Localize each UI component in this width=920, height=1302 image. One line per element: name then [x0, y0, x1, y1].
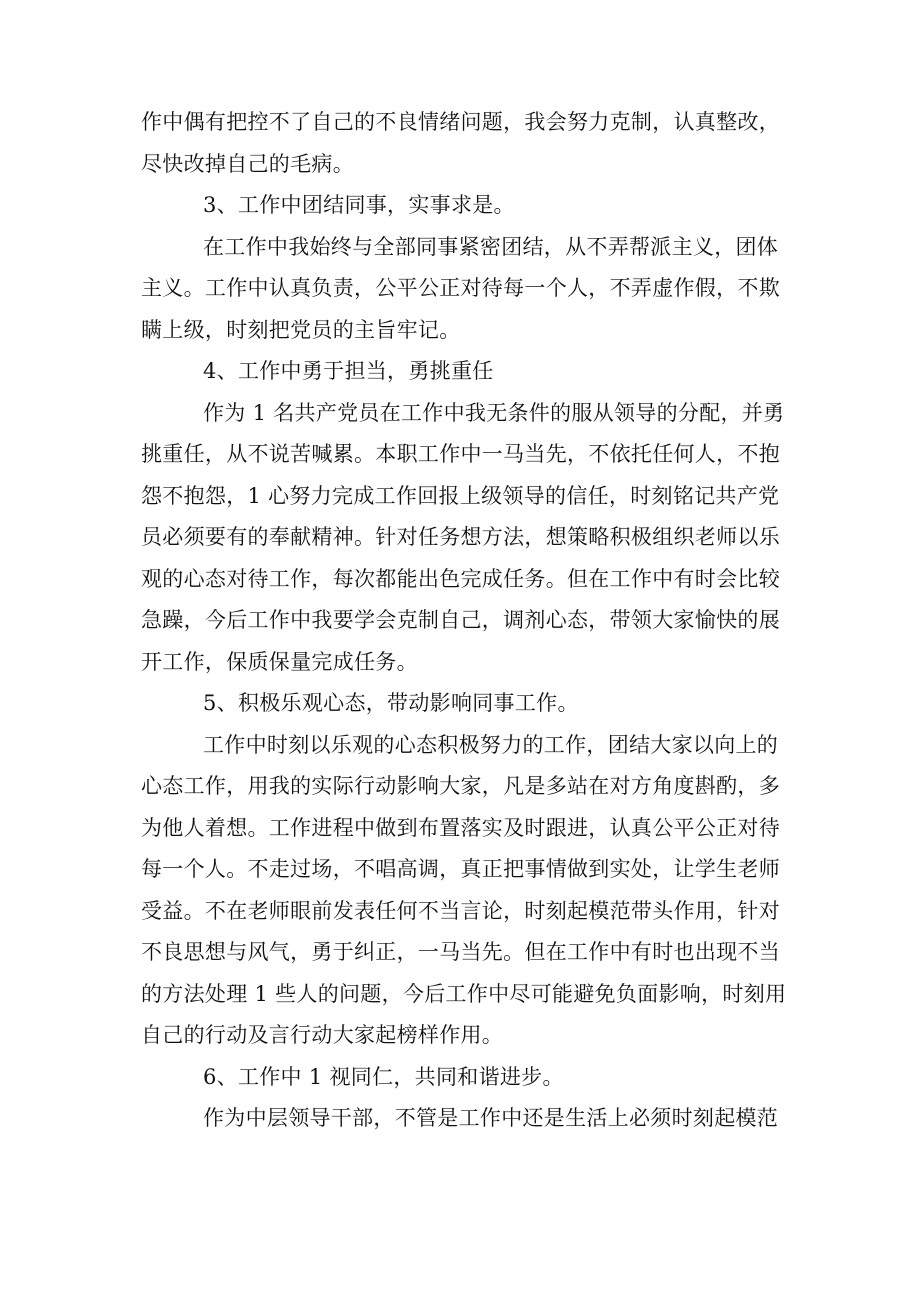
text-line: 的方法处理 1 些人的问题，今后工作中尽可能避免负面影响，时刻用: [141, 981, 787, 1006]
text-line: 为他人着想。工作进程中做到布置落实及时跟进，认真公平公正对待: [141, 815, 780, 840]
section-heading-5: 5、积极乐观心态，带动影响同事工作。: [203, 691, 579, 715]
text-line: 主义。工作中认真负责，公平公正对待每一个人，不弄虚作假，不欺: [141, 276, 780, 300]
section-heading-6: 6、工作中 1 视同仁，共同和谐进步。: [203, 1064, 564, 1089]
text-line: 作为中层领导干部，不管是工作中还是生活上必须时刻起模范: [203, 1106, 779, 1130]
text-line: 工作中时刻以乐观的心态积极努力的工作，团结大家以向上的: [203, 732, 779, 757]
text-line: 心态工作，用我的实际行动影响大家，凡是多站在对方角度斟酌，多: [141, 774, 780, 798]
text-line: 员必须要有的奉献精神。针对任务想方法，想策略积极组织老师以乐: [141, 525, 780, 549]
text-line: 在工作中我始终与全部同事紧密团结，从不弄帮派主义，团体: [203, 234, 779, 259]
text-line: 观的心态对待工作，每次都能出色完成任务。但在工作中有时会比较: [141, 566, 780, 591]
text-line: 自己的行动及言行动大家起榜样作用。: [141, 1023, 504, 1047]
text-line: 每一个人。不走过场，不唱高调，真正把事情做到实处，让学生老师: [141, 857, 780, 881]
text-line: 作中偶有把控不了自己的不良情绪问题，我会努力克制，认真整改，: [141, 110, 780, 134]
text-line: 不良思想与风气，勇于纠正，一马当先。但在工作中有时也出现不当: [141, 940, 780, 964]
text-line: 作为 1 名共产党员在工作中我无条件的服从领导的分配，并勇: [203, 400, 785, 425]
text-line: 挑重任，从不说苦喊累。本职工作中一马当先，不依托任何人，不抱: [141, 442, 780, 466]
document-body: [141, 102, 787, 1140]
text-line: 尽快改掉自己的毛病。: [141, 151, 354, 176]
section-heading-3: 3、工作中团结同事，实事求是。: [203, 193, 515, 217]
text-line: 瞒上级，时刻把党员的主旨牢记。: [141, 317, 461, 342]
text-line: 急躁，今后工作中我要学会克制自己，调剂心态，带领大家愉快的展: [141, 608, 780, 632]
text-line: 受益。不在老师眼前发表任何不当言论，时刻起模范带头作用，针对: [141, 898, 780, 923]
section-heading-4: 4、工作中勇于担当，勇挑重任: [203, 359, 494, 383]
text-line: 开工作，保质保量完成任务。: [141, 649, 418, 674]
text-line: 怨不抱怨，1 心努力完成工作回报上级领导的信任，时刻铭记共产党: [141, 483, 780, 508]
